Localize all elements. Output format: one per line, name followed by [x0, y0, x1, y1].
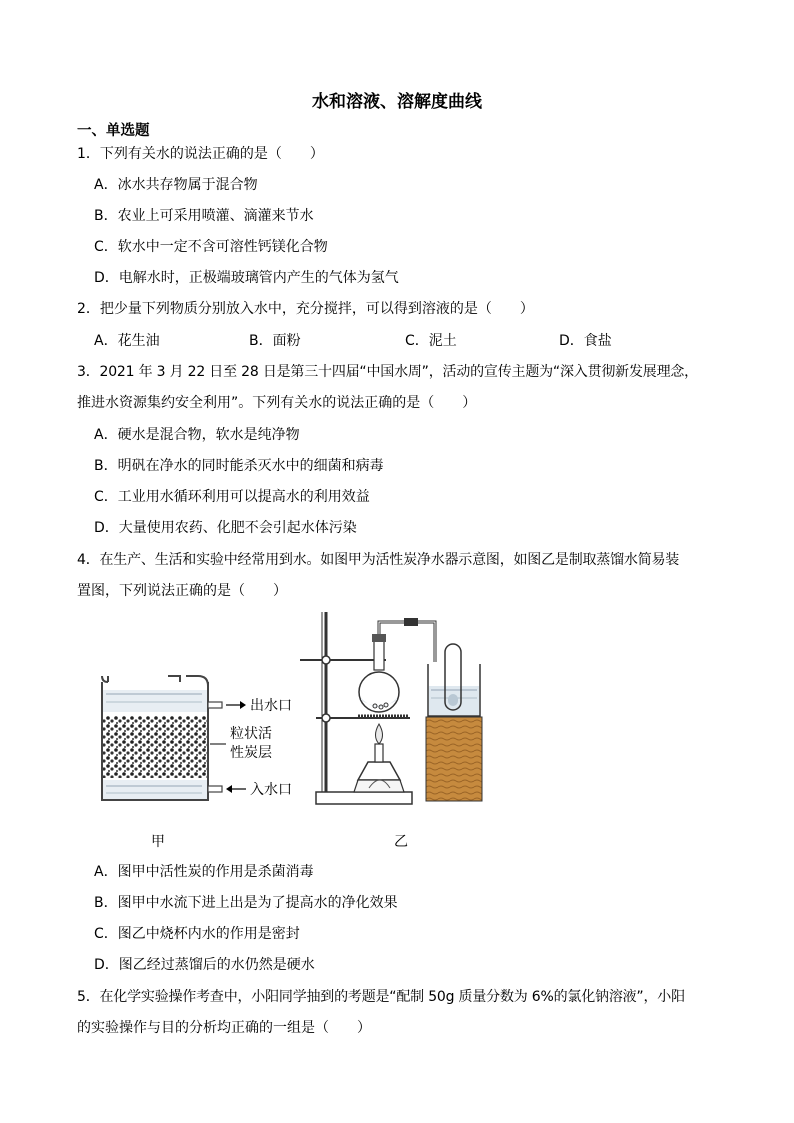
question-1-option-a: A．冰水共存物属于混合物 [94, 177, 258, 193]
caption-figure-b: 乙 [394, 834, 408, 850]
question-3-option-d: D．大量使用农药、化肥不会引起水体污染 [94, 520, 357, 536]
question-1-option-c: C．软水中一定不含可溶性钙镁化合物 [94, 239, 328, 255]
carbon-filter-diagram [102, 676, 246, 800]
question-5-text-line-1: 5．在化学实验操作考查中，小阳同学抽到的考题是“配制 50g 质量分数为 6%的氯化钠溶液”，小阳 [77, 989, 685, 1005]
question-4-option-c: C．图乙中烧杯内水的作用是密封 [94, 926, 300, 942]
label-carbon-line-1: 粒状活 [230, 726, 272, 742]
question-4-text-line-1: 4．在生产、生活和实验中经常用到水。如图甲为活性炭净水器示意图，如图乙是制取蒸馏水简易装 [77, 552, 680, 568]
label-carbon-line-2: 性炭层 [230, 745, 272, 761]
question-4-option-a: A．图甲中活性炭的作用是杀菌消毒 [94, 864, 314, 880]
question-4-option-b: B．图甲中水流下进上出是为了提高水的净化效果 [94, 895, 398, 911]
question-2-option-b: B．面粉 [249, 333, 301, 349]
label-outlet: 出水口 [250, 698, 292, 714]
question-5-text-line-2: 的实验操作与目的分析均正确的一组是（ ） [77, 1020, 371, 1036]
question-2-text: 2．把少量下列物质分别放入水中，充分搅拌，可以得到溶液的是（ ） [77, 301, 534, 317]
question-2-option-c: C．泥土 [405, 333, 457, 349]
question-2-option-d: D．食盐 [559, 333, 612, 349]
question-4-text-line-2: 置图，下列说法正确的是（ ） [77, 583, 287, 599]
caption-figure-a: 甲 [151, 834, 165, 850]
section-heading: 一、单选题 [77, 123, 150, 139]
apparatus-diagram [90, 604, 510, 864]
question-3-option-a: A．硬水是混合物，软水是纯净物 [94, 427, 300, 443]
distillation-diagram [300, 612, 482, 804]
question-1-option-d: D．电解水时，正极端玻璃管内产生的气体为氢气 [94, 270, 399, 286]
question-1-option-b: B．农业上可采用喷灌、滴灌来节水 [94, 208, 314, 224]
question-3-text-line-1: 3．2021 年 3 月 22 日至 28 日是第三十四届“中国水周”，活动的宣传主题为“深入贯彻新发展理念， [77, 364, 698, 380]
question-4-option-d: D．图乙经过蒸馏后的水仍然是硬水 [94, 957, 315, 973]
question-3-option-b: B．明矾在净水的同时能杀灭水中的细菌和病毒 [94, 458, 384, 474]
question-2-option-a: A．花生油 [94, 333, 160, 349]
label-inlet: 入水口 [250, 782, 292, 798]
question-4-figure [90, 604, 510, 864]
question-1-text: 1．下列有关水的说法正确的是（ ） [77, 146, 324, 162]
question-3-option-c: C．工业用水循环利用可以提高水的利用效益 [94, 489, 370, 505]
page-title: 水和溶液、溶解度曲线 [312, 92, 482, 112]
question-3-text-line-2: 推进水资源集约安全利用”。下列有关水的说法正确的是（ ） [77, 395, 477, 411]
